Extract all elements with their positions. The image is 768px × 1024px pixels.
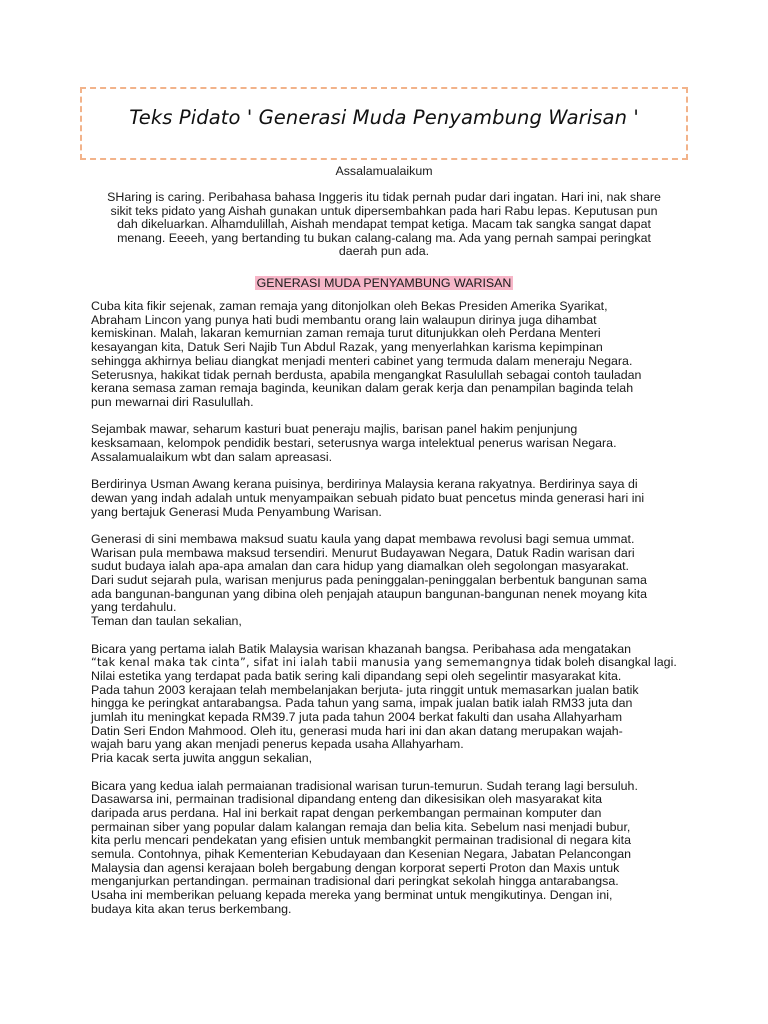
body-line: daripada arus perdana. Hal ini berkait rapat dengan perkembangan permainan komputer dan	[91, 805, 602, 820]
quote-line-tail: tidak boleh disangkal lagi.	[531, 655, 677, 670]
body-line: Bicara yang pertama ialah Batik Malaysia warisan khazanah bangsa. Peribahasa ada mengatakan	[91, 641, 632, 656]
paragraph-1	[91, 300, 691, 410]
title-box	[80, 87, 688, 160]
body-line: kesayangan kita, Datuk Seri Najib Tun Abdul Razak, yang menyerlahkan karisma kepimpinan	[91, 340, 603, 355]
greeting: Assalamualaikum	[335, 164, 433, 178]
paragraph-3	[91, 478, 691, 519]
intro-line: sikit teks pidato yang Aishah gunakan untuk dipersembahkan pada hari Rabu lepas. Keputusan pun	[110, 203, 658, 218]
body-line: Seterusnya, hakikat tidak pernah berdusta, apabila mengangkat Rasulullah sebagai contoh tauladan	[91, 367, 642, 382]
paragraph-2	[91, 423, 691, 464]
body-line: Pada tahun 2003 kerajaan telah membelanjakan berjuta- juta ringgit untuk memasarkan jualan batik	[91, 682, 639, 697]
body-line: sehingga akhirnya beliau diangkat menjadi menteri cabinet yang termuda dalam meneraju Negara.	[91, 353, 633, 368]
body-line: semula. Contohnya, pihak Kementerian Kebudayaan dan Kesenian Negara, Jabatan Pelancongan	[91, 847, 632, 862]
body-line: Pria kacak serta juwita anggun sekalian,	[91, 751, 313, 766]
body-line: kesksamaan, kelompok pendidik bestari, seterusnya warga intelektual penerus warisan Negara.	[91, 436, 617, 451]
intro-line: SHaring is caring. Peribahasa bahasa Inggeris itu tidak pernah pudar dari ingatan. Hari ini, nak share	[107, 190, 661, 204]
speech-body	[91, 300, 691, 930]
paragraph-4	[91, 533, 691, 629]
intro-line: daerah pun ada.	[338, 244, 430, 259]
body-line: pun mewarnai diri Rasulullah.	[91, 394, 254, 409]
body-line: kita perlu mencari pendekatan yang efisien untuk membangkit permainan tradisional di negara kita	[91, 833, 631, 848]
intro-line: dah dikeluarkan. Alhamdulillah, Aishah mendapat tempat ketiga. Macam tak sangka sangat dapat	[117, 217, 651, 232]
body-line: Berdirinya Usman Awang kerana puisinya, berdirinya Malaysia kerana rakyatnya. Berdirinya saya di	[91, 477, 638, 492]
body-line: yang bertajuk Generasi Muda Penyambung Warisan.	[91, 504, 382, 519]
section-heading: GENERASI MUDA PENYAMBUNG WARISAN	[256, 276, 512, 290]
body-line: budaya kita akan terus berkembang.	[91, 901, 292, 916]
body-line: Abraham Lincon yang punya hati budi membantu orang lain walaupun dirinya juga dihambat	[91, 312, 597, 327]
proverb-quote: “tak kenal maka tak cinta”, sifat ini ialah tabii manusia yang sememangnya	[91, 656, 532, 670]
body-line: Assalamualaikum wbt dan salam apreasasi.	[91, 449, 333, 464]
body-line: wajah baru yang akan menjadi penerus kepada usaha Allahyarham.	[91, 737, 464, 752]
body-line: jumlah itu meningkat kepada RM39.7 juta pada tahun 2004 berkat fakulti dan usaha Allahyarham	[91, 710, 623, 725]
intro-line: menang. Eeeeh, yang bertanding tu bukan calang-calang ma. Ada yang pernah sampai peringkat	[117, 230, 651, 245]
body-line: kerana semasa zaman remaja baginda, keunikan dalam gerak kerja dan penampilan baginda telah	[91, 381, 634, 396]
paragraph-5	[91, 643, 691, 766]
body-line: Bicara yang kedua ialah permaianan tradisional warisan turun-temurun. Sudah terang lagi bersuluh.	[91, 778, 638, 793]
body-line: kemiskinan. Malah, lakaran kemurnian zaman remaja turut ditunjukkan oleh Perdana Menteri	[91, 326, 601, 341]
body-line: ada bangunan-bangunan yang dibina oleh penjajah ataupun bangunan-bangunan nenek moyang kita	[91, 586, 647, 601]
quote-line	[91, 656, 691, 670]
body-line: Nilai estetika yang terdapat pada batik sering kali dipandang sepi oleh segelintir masyarakat kita.	[91, 668, 622, 683]
section-heading-wrap	[0, 276, 768, 290]
paragraph-6	[91, 780, 691, 917]
body-line: hingga ke peringkat antarabangsa. Pada tahun yang sama, impak jualan batik ialah RM33 juta dan	[91, 696, 633, 711]
body-line: Teman dan taulan sekalian,	[91, 614, 242, 629]
body-line: Cuba kita fikir sejenak, zaman remaja yang ditonjolkan oleh Bekas Presiden Amerika Syarikat,	[91, 299, 608, 313]
body-line: sudut budaya ialah apa-apa amalan dan cara hidup yang diamalkan oleh segolongan masyarakat.	[91, 559, 629, 574]
body-line: Warisan pula membawa maksud tersendiri. Menurut Budayawan Negara, Datuk Radin warisan dari	[91, 545, 635, 560]
body-line: Sejambak mawar, seharum kasturi buat peneraju majlis, barisan panel hakim penjunjung	[91, 422, 578, 437]
body-line: yang terdahulu.	[91, 600, 177, 615]
page-title: Teks Pidato ' Generasi Muda Penyambung Warisan '	[129, 106, 639, 129]
body-line: Dari sudut sejarah pula, warisan menjurus pada peninggalan-peninggalan berbentuk bangunan sama	[91, 573, 647, 588]
body-line: menganjurkan pertandingan. permainan tradisional dari peringkat sekolah hingga antarabangsa.	[91, 874, 619, 889]
intro-paragraph	[88, 191, 680, 259]
body-line: Generasi di sini membawa maksud suatu kaula yang dapat membawa revolusi bagi semua ummat.	[91, 531, 635, 546]
body-line: Usaha ini memberikan peluang kepada mereka yang berminat untuk mengikutinya. Dengan ini,	[91, 888, 613, 903]
body-line: Dasawarsa ini, permainan tradisional dipandang enteng dan dikesisikan oleh masyarakat kita	[91, 792, 603, 807]
body-line: permainan siber yang popular dalam kalangan remaja dan belia kita. Sebelum nasi menjadi bubur,	[91, 819, 631, 834]
body-line: Malaysia dan agensi kerajaan boleh bergabung dengan korporat seperti Proton dan Maxis untuk	[91, 860, 620, 875]
body-line: dewan yang indah adalah untuk menyampaikan sebuah pidato buat pencetus minda generasi hari ini	[91, 490, 645, 505]
body-line: Datin Seri Endon Mahmood. Oleh itu, generasi muda hari ini dan akan datang merupakan wajah-	[91, 723, 623, 738]
